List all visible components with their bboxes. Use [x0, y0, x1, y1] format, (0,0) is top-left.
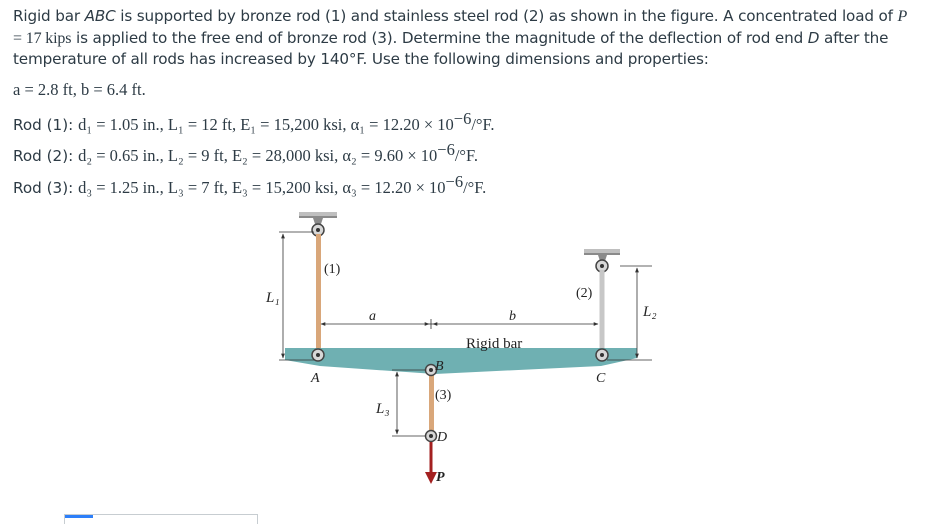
label-a: a [369, 309, 376, 324]
rod-2-exponent: −6 [437, 140, 455, 159]
rod-1-prefix: Rod (1): [13, 116, 79, 134]
input-focus-indicator [65, 515, 93, 518]
label-l3: L₃ [376, 401, 390, 417]
label-b: b [509, 309, 516, 324]
rod-3-bronze [429, 373, 434, 433]
rod-1-unit: /°F. [471, 115, 495, 134]
rod-2-prefix: Rod (2): [13, 147, 79, 165]
answer-input[interactable] [64, 514, 258, 524]
rod-1-exponent: −6 [453, 109, 472, 128]
label-rod-3: (3) [435, 388, 452, 403]
rod-1-diameter: d₁ = 1.05 in., [78, 115, 168, 134]
label-l1: L₁ [266, 290, 280, 306]
label-b-point: B [435, 359, 444, 374]
rod-3-modulus: E₃ = 15,200 ksi, [231, 178, 343, 197]
label-load-p: P [436, 470, 445, 485]
dimension-l1 [279, 232, 314, 360]
label-a-point: A [311, 371, 320, 386]
rod-2-steel [600, 270, 605, 351]
rod-3-prefix: Rod (3): [13, 179, 79, 197]
load-symbol: P [897, 8, 908, 25]
rod-2-alpha: α₂ = 9.60 × 10 [342, 146, 438, 165]
label-d-point: D [437, 430, 448, 445]
rod-3-alpha: α₃ = 12.20 × 10 [342, 178, 446, 197]
rod-2-length: L₂ = 9 ft, [167, 146, 232, 165]
dimension-l3 [392, 370, 426, 436]
rod-end-label: D [807, 28, 820, 47]
rigid-bar [285, 348, 637, 374]
label-rod-1: (1) [324, 262, 341, 277]
bar-name: ABC [84, 7, 116, 25]
rod-2-unit: /°F. [454, 146, 478, 165]
rod-2-modulus: E₂ = 28,000 ksi, [231, 146, 343, 165]
dimensions-text: a = 2.8 ft, b = 6.4 ft. [13, 80, 146, 99]
rod-1-modulus: E₁ = 15,200 ksi, [240, 115, 351, 134]
rod-1-length: L₁ = 12 ft, [167, 115, 241, 134]
label-rigid-bar: Rigid bar [466, 336, 523, 352]
rod-2-diameter: d₂ = 0.65 in., [78, 146, 168, 165]
label-l2: L₂ [643, 304, 657, 320]
right-ceiling-support [584, 249, 620, 272]
problem-text-1: Rigid bar [13, 7, 85, 25]
label-rod-2: (2) [576, 286, 593, 301]
rod-3-unit: /°F. [463, 178, 487, 197]
dimension-a-b [321, 319, 598, 329]
rod-3-length: L₃ = 7 ft, [167, 178, 232, 197]
pin-c [596, 349, 608, 361]
problem-text-2: is supported by bronze rod (1) and stainless steel rod (2) as shown in the figure. A concentrated load of [115, 7, 898, 25]
rod-3-exponent: −6 [445, 172, 464, 191]
rod-3-diameter: d₃ = 1.25 in., [78, 178, 168, 197]
problem-text-3: is applied to the free end of bronze rod (3). Determine the magnitude of the deflection of rod end [71, 28, 808, 47]
label-c-point: C [596, 371, 606, 386]
pin-a [312, 349, 324, 361]
rod-1-bronze [316, 234, 321, 350]
rod-1-alpha: α₁ = 12.20 × 10 [350, 115, 454, 134]
problem-text-4: after the temperature of all rods has increased by 140°F. Use the following dimensions and properties: [13, 28, 889, 68]
pin-d [426, 431, 437, 442]
load-value: = 17 kips [13, 29, 72, 47]
